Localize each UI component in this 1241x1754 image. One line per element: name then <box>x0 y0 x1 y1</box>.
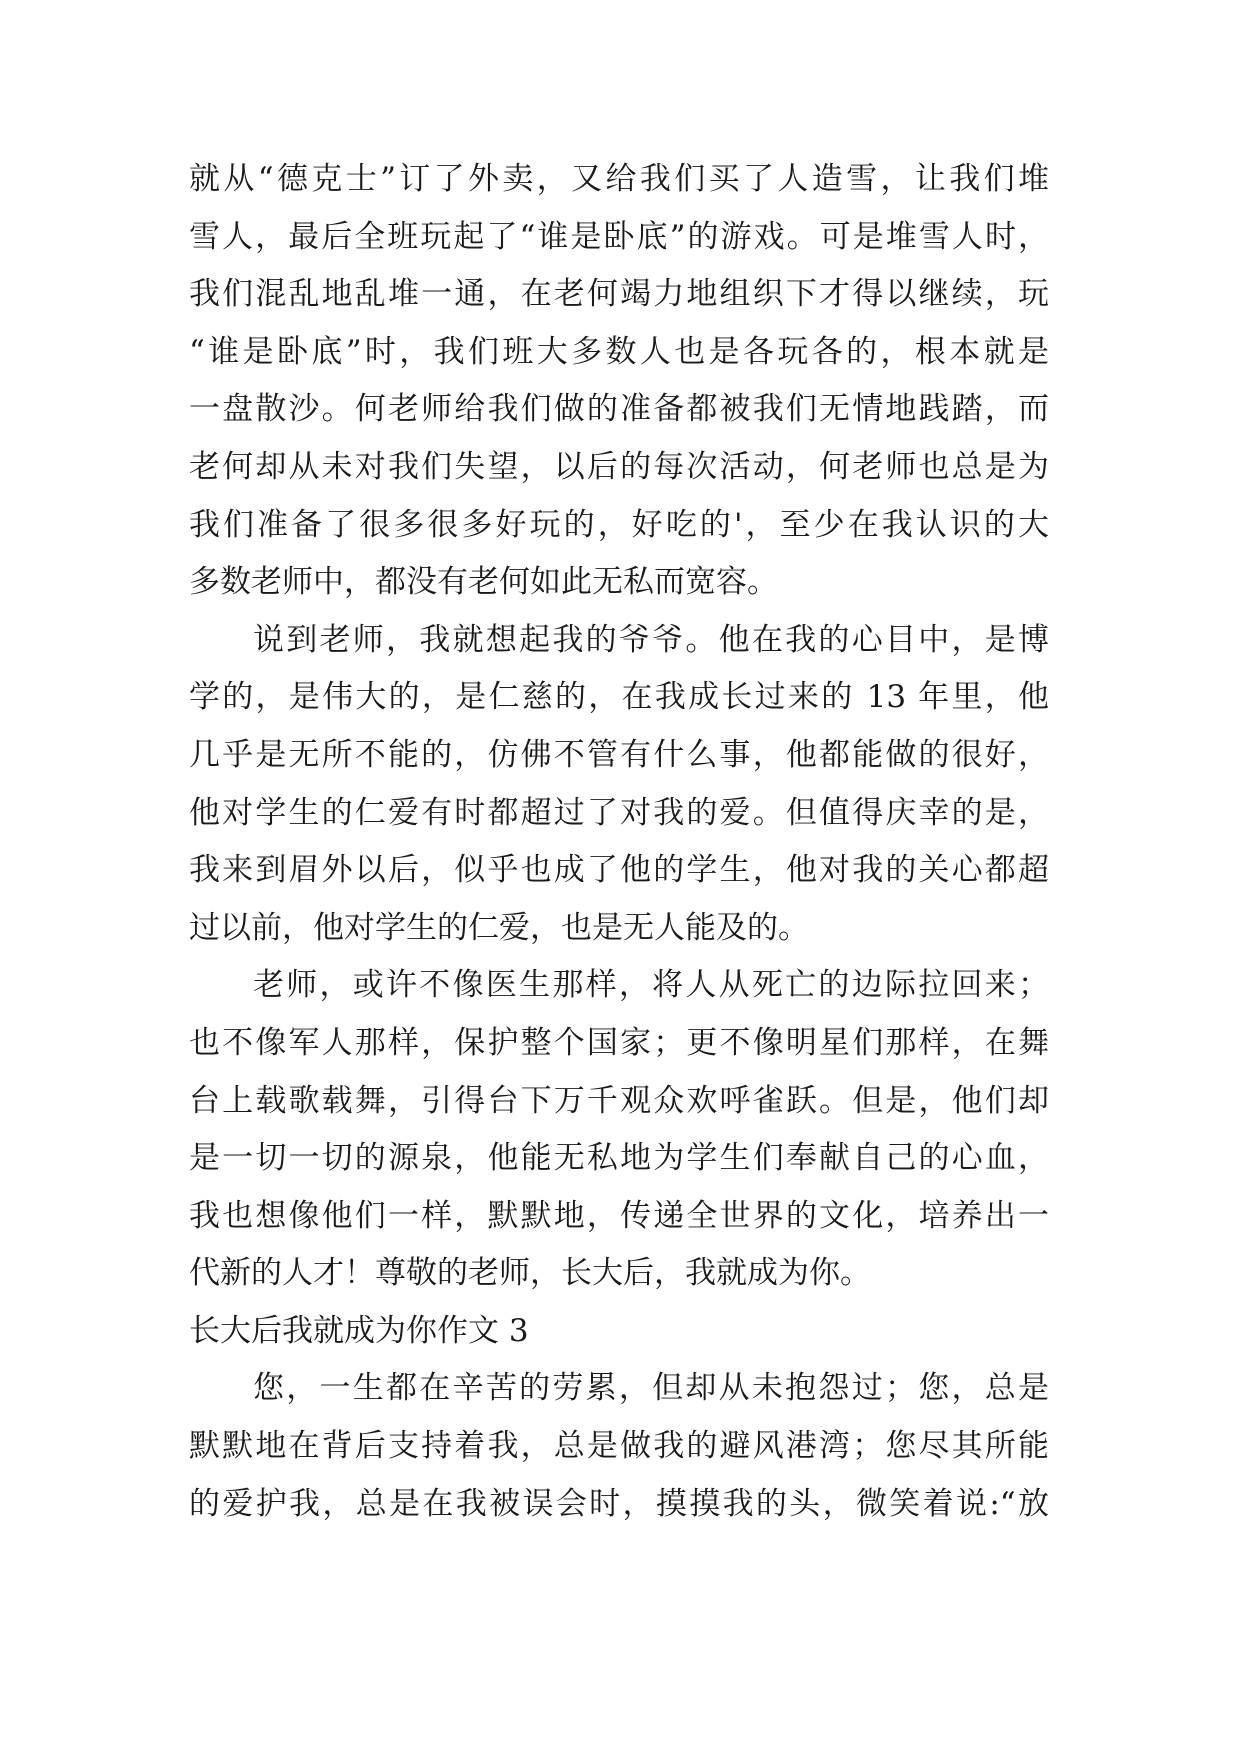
text-line: 我也想像他们一样，默默地，传递全世界的文化，培养出一 <box>189 1197 1049 1234</box>
text-line: 老何却从未对我们失望，以后的每次活动，何老师也总是为 <box>189 448 1049 485</box>
text-line: 我们混乱地乱堆一通，在老何竭力地组织下才得以继续，玩 <box>189 276 1049 313</box>
text-line: 是一切一切的源泉，他能无私地为学生们奉献自己的心血， <box>189 1140 1049 1177</box>
text-line: 过以前，他对学生的仁爱，也是无人能及的。 <box>189 909 809 946</box>
text-line: 默默地在背后支持着我，总是做我的避风港湾；您尽其所能 <box>189 1428 1049 1465</box>
text-line: 就从“德克士”订了外卖，又给我们买了人造雪，让我们堆 <box>189 161 1049 197</box>
paragraph <box>189 1360 1049 1533</box>
paragraph <box>189 957 1049 1303</box>
text-line: 老师，或许不像医生那样，将人从死亡的边际拉回来； <box>253 967 1049 1004</box>
text-line: 说到老师，我就想起我的爷爷。他在我的心目中，是博 <box>253 621 1049 658</box>
text-line: 台上载歌载舞，引得台下万千观众欢呼雀跃。但是，他们却 <box>189 1082 1049 1119</box>
text-line: 多数老师中，都没有老何如此无私而宽容。 <box>189 564 778 601</box>
text-line: 学的，是伟大的，是仁慈的，在我成长过来的 13 年里，他 <box>189 679 1049 716</box>
text-line: 也不像军人那样，保护整个国家；更不像明星们那样，在舞 <box>189 1024 1049 1061</box>
paragraph <box>189 151 1049 612</box>
text-line: “谁是卧底”时，我们班大多数人也是各玩各的，根本就是 <box>189 333 1049 370</box>
text-line: 我们准备了很多很多好玩的，好吃的'，至少在我认识的大 <box>189 506 1049 543</box>
paragraph <box>189 612 1049 958</box>
essay-body <box>189 151 1049 1533</box>
text-line: 雪人，最后全班玩起了“谁是卧底”的游戏。可是堆雪人时， <box>189 218 1049 255</box>
text-line: 一盘散沙。何老师给我们做的准备都被我们无情地践踏，而 <box>189 391 1049 428</box>
text-line: 我来到眉外以后，似乎也成了他的学生，他对我的关心都超 <box>189 852 1049 889</box>
text-line: 代新的人才！尊敬的老师，长大后，我就成为你。 <box>189 1255 871 1292</box>
text-line: 几乎是无所不能的，仿佛不管有什么事，他都能做的很好， <box>189 736 1049 773</box>
text-line: 的爱护我，总是在我被误会时，摸摸我的头，微笑着说:“放 <box>189 1485 1049 1522</box>
section-heading: 长大后我就成为你作文 3 <box>189 1312 529 1349</box>
text-line: 他对学生的仁爱有时都超过了对我的爱。但值得庆幸的是， <box>189 794 1049 831</box>
text-line: 您，一生都在辛苦的劳累，但却从未抱怨过；您，总是 <box>253 1370 1049 1407</box>
